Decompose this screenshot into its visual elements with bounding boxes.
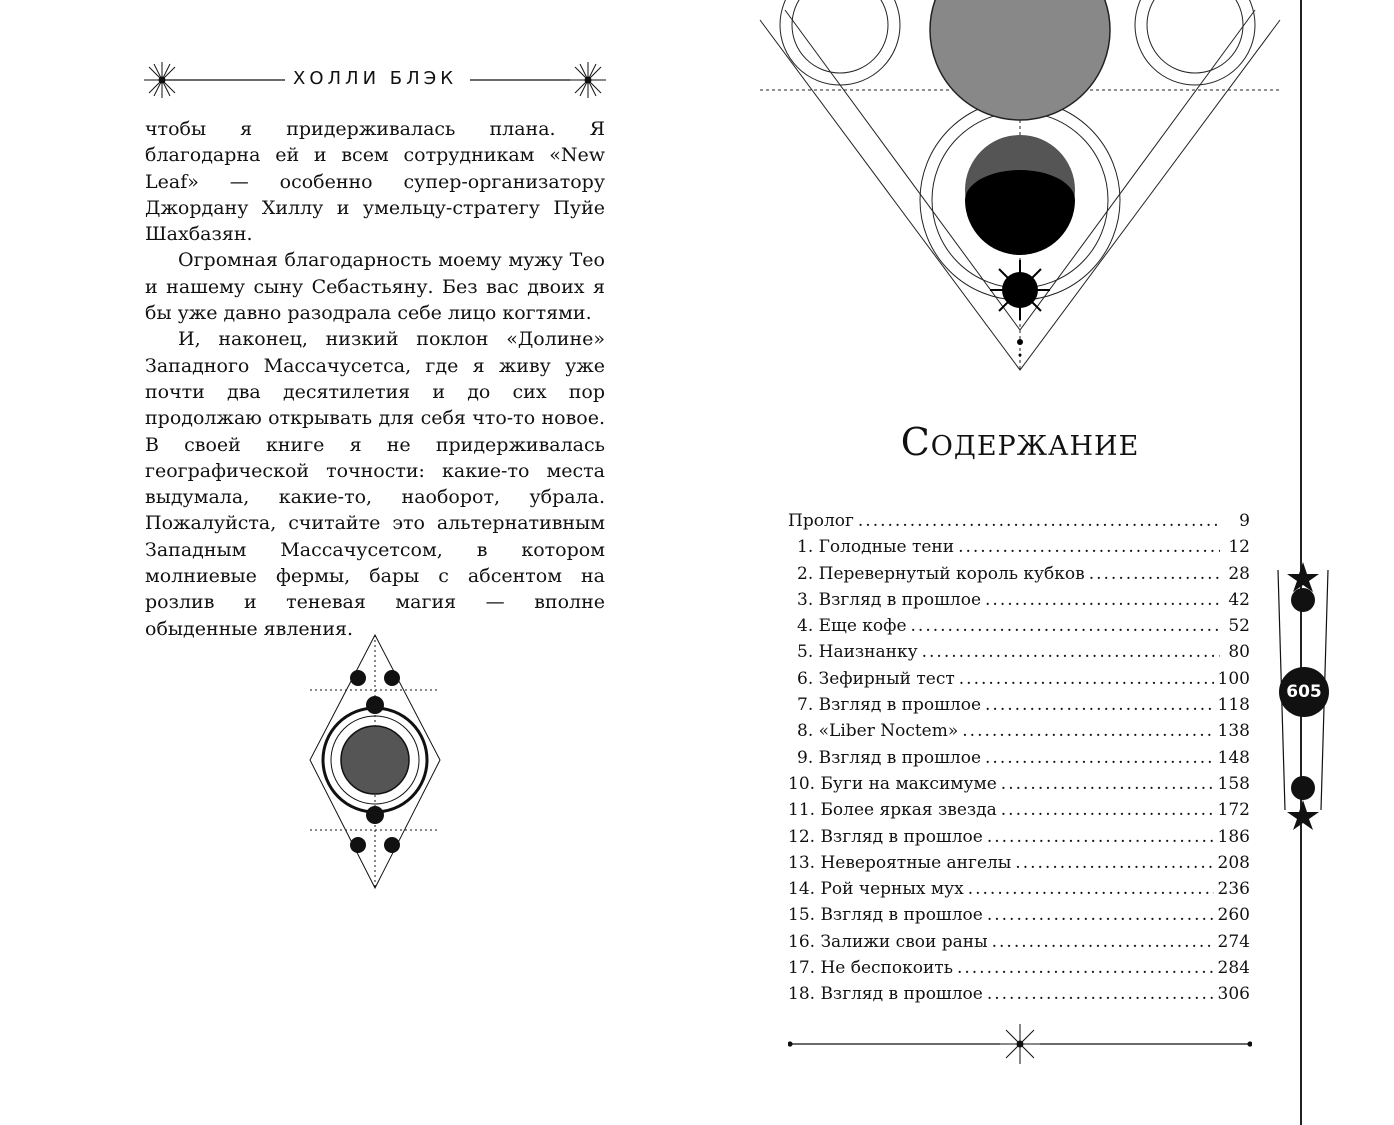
toc-leader-dots bbox=[922, 639, 1220, 665]
toc-leader-dots bbox=[985, 692, 1214, 718]
page-title: Содержание bbox=[900, 420, 1140, 464]
toc-leader-dots bbox=[911, 613, 1220, 639]
toc-chapter-title: Пролог bbox=[788, 511, 854, 531]
toc-chapter-title: 11. Более яркая звезда bbox=[788, 800, 997, 821]
toc-leader-dots bbox=[987, 981, 1214, 1007]
toc-chapter-title: 18. Взгляд в прошлое bbox=[788, 984, 983, 1005]
toc-row bbox=[788, 745, 1250, 771]
toc-page-number: 148 bbox=[1217, 747, 1250, 768]
toc-chapter-title: 2. Перевернутый король кубков bbox=[797, 563, 1085, 584]
toc-row bbox=[788, 639, 1250, 665]
toc-chapter-title: 6. Зефирный тест bbox=[797, 668, 955, 689]
toc-row bbox=[788, 508, 1250, 534]
toc-chapter-title: 8. «Liber Noctem» bbox=[797, 721, 959, 742]
toc-page-number: 172 bbox=[1217, 800, 1250, 821]
toc-row bbox=[788, 692, 1250, 718]
paragraph: И, наконец, низкий поклон «Долине» Западного Массачусетса, где я живу уже почти два десятилетия и до сих пор продолжаю открывать для себя что-то новое. В своей книге я не придерживалась географической точности: какие-то места выдумала, какие-то, наоборот, убрала. Пожалуйста, считайте это альтернативным Западным Массачусетсом, в котором молниевые фермы, бары с абсентом на розлив и теневая магия — вполне обыденные явления. bbox=[145, 328, 605, 640]
toc-chapter-title: 3. Взгляд в прошлое bbox=[797, 589, 982, 610]
toc-page-number: 158 bbox=[1217, 773, 1250, 794]
author-name: ХОЛЛИ БЛЭК bbox=[293, 68, 457, 89]
toc-leader-dots bbox=[962, 718, 1213, 744]
toc-row bbox=[788, 981, 1250, 1007]
toc-leader-dots bbox=[985, 745, 1214, 771]
toc-page-number: 80 bbox=[1228, 642, 1250, 663]
toc-leader-dots bbox=[1001, 771, 1214, 797]
running-header bbox=[140, 60, 610, 100]
toc-page-number: 100 bbox=[1217, 668, 1250, 689]
toc-leader-dots bbox=[987, 902, 1214, 928]
toc-page-number: 186 bbox=[1217, 826, 1250, 847]
toc-page-number: 9 bbox=[1239, 511, 1250, 531]
toc-page-number: 118 bbox=[1217, 695, 1250, 716]
toc-chapter-title: 7. Взгляд в прошлое bbox=[797, 695, 982, 716]
toc-row bbox=[788, 955, 1250, 981]
toc-leader-dots bbox=[957, 955, 1214, 981]
toc-page-number: 306 bbox=[1217, 984, 1250, 1005]
toc-chapter-title: 15. Взгляд в прошлое bbox=[788, 905, 983, 926]
toc-leader-dots bbox=[968, 876, 1214, 902]
toc-row bbox=[788, 850, 1250, 876]
body-text bbox=[145, 116, 605, 642]
toc-page-number: 260 bbox=[1217, 905, 1250, 926]
toc-leader-dots bbox=[1015, 850, 1213, 876]
toc-row bbox=[788, 771, 1250, 797]
toc-leader-dots bbox=[1001, 797, 1214, 823]
toc-page-number: 28 bbox=[1228, 563, 1250, 584]
starburst-icon bbox=[1000, 1024, 1040, 1064]
toc-chapter-title: 5. Наизнанку bbox=[797, 642, 918, 663]
page-number: 605 bbox=[1279, 667, 1329, 717]
orb-illustration bbox=[300, 630, 450, 895]
toc-page-number: 52 bbox=[1228, 616, 1250, 637]
toc-chapter-title: 12. Взгляд в прошлое bbox=[788, 826, 983, 847]
toc-row bbox=[788, 929, 1250, 955]
toc-chapter-title: 13. Невероятные ангелы bbox=[788, 852, 1012, 873]
toc-row bbox=[788, 666, 1250, 692]
toc-leader-dots bbox=[992, 929, 1214, 955]
paragraph: чтобы я придерживалась плана. Я благодарна ей и всем сотрудникам «New Leaf» — особенно супер-организатору Джордану Хиллу и умельцу-стратегу Пуйе Шахбазян. bbox=[145, 118, 605, 246]
section-divider bbox=[788, 1022, 1252, 1066]
toc-leader-dots bbox=[985, 587, 1220, 613]
toc-page-number: 12 bbox=[1228, 537, 1250, 558]
toc-page-number: 284 bbox=[1217, 958, 1250, 979]
toc-row bbox=[788, 824, 1250, 850]
toc-row bbox=[788, 797, 1250, 823]
toc-row bbox=[788, 534, 1250, 560]
toc-chapter-title: 1. Голодные тени bbox=[797, 537, 955, 558]
toc-row bbox=[788, 876, 1250, 902]
toc-page-number: 42 bbox=[1228, 589, 1250, 610]
toc-row bbox=[788, 561, 1250, 587]
toc-row bbox=[788, 587, 1250, 613]
toc-leader-dots bbox=[987, 824, 1214, 850]
toc-row bbox=[788, 902, 1250, 928]
toc-leader-dots bbox=[959, 666, 1214, 692]
toc-chapter-title: 4. Еще кофе bbox=[797, 616, 907, 637]
toc-chapter-title: 17. Не беспокоить bbox=[788, 958, 953, 979]
toc-leader-dots bbox=[958, 534, 1220, 560]
toc-page-number: 236 bbox=[1217, 879, 1250, 900]
toc-page-number: 274 bbox=[1217, 931, 1250, 952]
toc-chapter-title: 10. Буги на максимуме bbox=[788, 773, 997, 794]
celestial-diagram bbox=[755, 0, 1285, 380]
table-of-contents bbox=[788, 508, 1250, 1008]
toc-page-number: 138 bbox=[1217, 721, 1250, 742]
paragraph: Огромная благодарность моему мужу Тео и нашему сыну Себастьяну. Без вас двоих я бы уже давно разодрала себе лицо когтями. bbox=[145, 249, 605, 325]
toc-chapter-title: 9. Взгляд в прошлое bbox=[797, 747, 982, 768]
toc-row bbox=[788, 718, 1250, 744]
toc-leader-dots bbox=[858, 508, 1220, 534]
toc-page-number: 208 bbox=[1217, 852, 1250, 873]
toc-chapter-title: 14. Рой черных мух bbox=[788, 879, 964, 900]
toc-leader-dots bbox=[1089, 561, 1220, 587]
toc-chapter-title: 16. Залижи свои раны bbox=[788, 931, 988, 952]
toc-row bbox=[788, 613, 1250, 639]
